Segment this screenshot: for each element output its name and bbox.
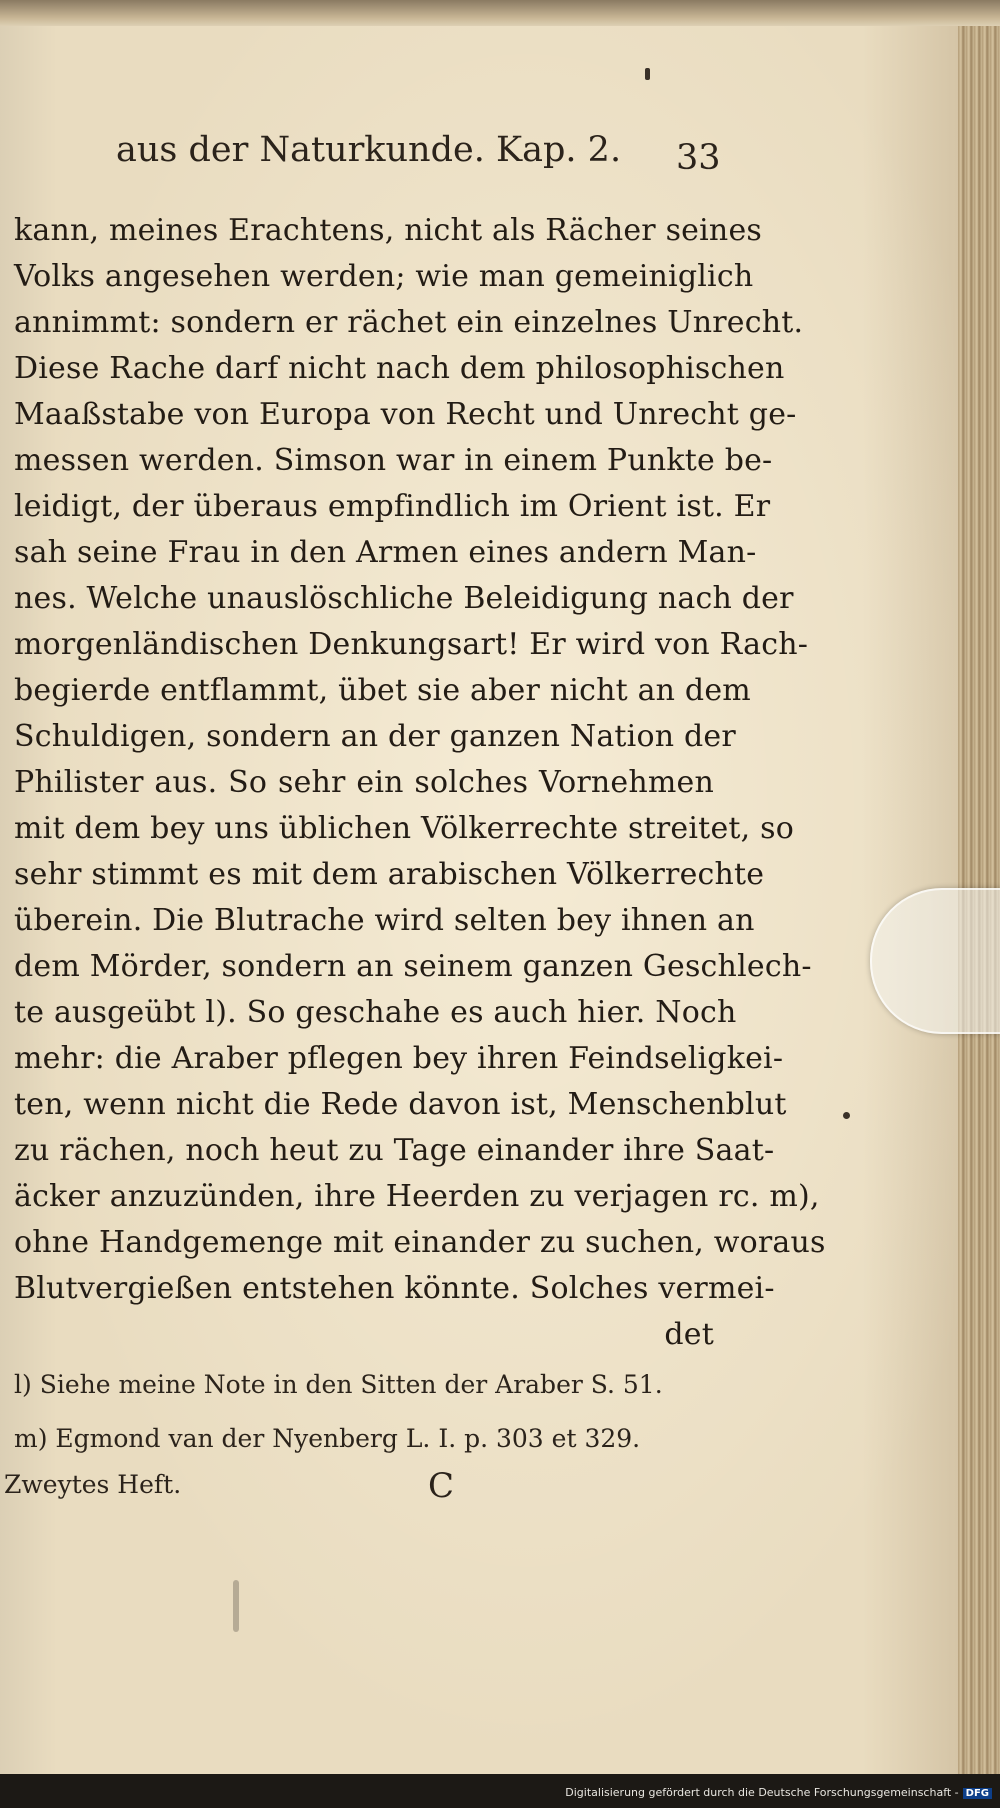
text-line: mehr: die Araber pflegen bey ihren Feindseligkei-: [14, 1041, 784, 1076]
page-number: 33: [676, 138, 721, 178]
dfg-logo: DFG: [963, 1788, 992, 1799]
text-line: Volks angesehen werden; wie man gemeiniglich: [14, 259, 754, 294]
text-line: zu rächen, noch heut zu Tage einander ihre Saat-: [14, 1133, 775, 1168]
text-line: begierde entflammt, übet sie aber nicht an dem: [14, 673, 751, 708]
running-header: [116, 122, 721, 182]
text-line: ohne Handgemenge mit einander zu suchen, woraus: [14, 1225, 826, 1260]
digitization-credit: [565, 1786, 992, 1799]
paper-blemish: [233, 1580, 239, 1632]
page-top-edge: [0, 0, 1000, 26]
text-line: kann, meines Erachtens, nicht als Rächer seines: [14, 213, 763, 248]
text-line: ten, wenn nicht die Rede davon ist, Menschenblut: [14, 1087, 787, 1122]
text-line: überein. Die Blutrache wird selten bey ihnen an: [14, 903, 755, 938]
chapter-label: Kap. 2.: [496, 130, 622, 170]
text-line: Schuldigen, sondern an der ganzen Nation der: [14, 719, 736, 754]
ink-speck: [645, 68, 650, 80]
gathering-mark: C: [428, 1466, 455, 1506]
text-line: Diese Rache darf nicht nach dem philosophischen: [14, 351, 785, 386]
text-line: annimmt: sondern er rächet ein einzelnes Unrecht.: [14, 305, 804, 340]
body-text: [14, 208, 826, 1358]
text-line: mit dem bey uns üblichen Völkerrechte streitet, so: [14, 811, 794, 846]
plastic-clip-bookmark: [870, 888, 1000, 1034]
text-line: messen werden. Simson war in einem Punkte be-: [14, 443, 773, 478]
footnotes: [14, 1358, 714, 1466]
footnote-l: l) Siehe meine Note in den Sitten der Araber S. 51.: [14, 1370, 663, 1399]
text-line: Maaßstabe von Europa von Recht und Unrecht ge-: [14, 397, 797, 432]
catchword: det: [664, 1317, 714, 1352]
text-line: morgenländischen Denkungsart! Er wird von Rach-: [14, 627, 809, 662]
ink-speck: [843, 1112, 850, 1119]
text-line: sehr stimmt es mit dem arabischen Völkerrechte: [14, 857, 765, 892]
text-line: nes. Welche unauslöschliche Beleidigung nach der: [14, 581, 794, 616]
text-line: Philister aus. So sehr ein solches Vornehmen: [14, 765, 714, 800]
text-line: sah seine Frau in den Armen eines andern Man-: [14, 535, 757, 570]
footnote-m: m) Egmond van der Nyenberg L. I. p. 303 et 329.: [14, 1424, 641, 1453]
credit-text: Digitalisierung gefördert durch die Deutsche Forschungsgemeinschaft -: [565, 1786, 959, 1799]
text-line: äcker anzuzünden, ihre Heerden zu verjagen rc. m),: [14, 1179, 820, 1214]
running-title: aus der Naturkunde.: [116, 130, 485, 170]
signature-line: Zweytes Heft.: [4, 1470, 182, 1499]
text-line: leidigt, der überaus empfindlich im Orient ist. Er: [14, 489, 771, 524]
text-line: te ausgeübt l). So geschahe es auch hier. Noch: [14, 995, 737, 1030]
text-line: dem Mörder, sondern an seinem ganzen Geschlech-: [14, 949, 812, 984]
text-line: Blutvergießen entstehen könnte. Solches vermei-: [14, 1271, 775, 1306]
